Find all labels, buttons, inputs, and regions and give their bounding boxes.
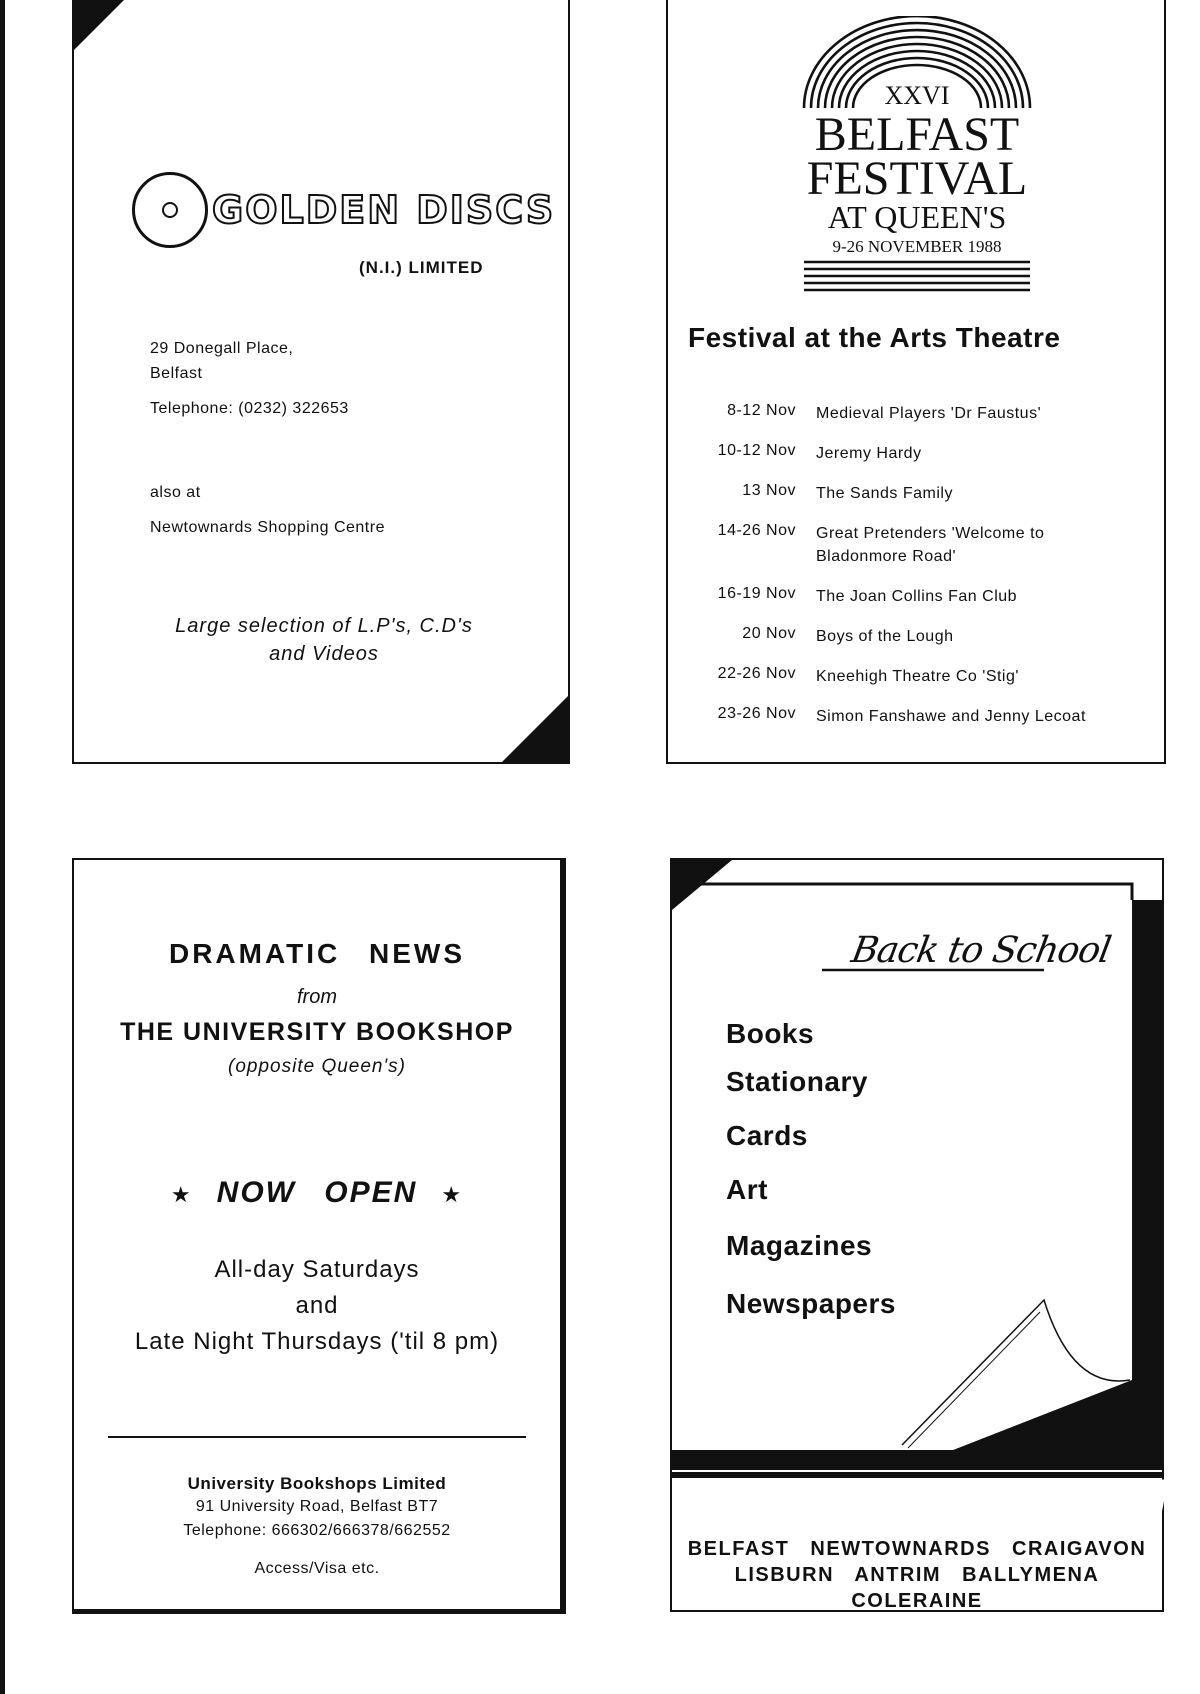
schedule-date: 23-26 Nov bbox=[717, 705, 796, 722]
star-icon: ★ bbox=[441, 1182, 464, 1207]
product-item: Newspapers bbox=[726, 1288, 896, 1319]
tagline-line: and Videos bbox=[269, 643, 379, 665]
schedule-date: 13 Nov bbox=[742, 482, 796, 499]
now-open-text: NOW OPEN bbox=[216, 1176, 418, 1209]
divider bbox=[108, 1436, 526, 1438]
schedule-show: Simon Fanshawe and Jenny Lecoat bbox=[816, 708, 1086, 725]
bookshop-name: THE UNIVERSITY BOOKSHOP bbox=[120, 1018, 514, 1046]
golden-discs-advert bbox=[72, 0, 570, 764]
schedule-show: Boys of the Lough bbox=[816, 628, 954, 645]
star-icon: ★ bbox=[170, 1182, 193, 1207]
schedule-show: Jeremy Hardy bbox=[816, 445, 922, 462]
from-label: from bbox=[297, 986, 337, 1008]
eason-logo: EASON bbox=[972, 1470, 1171, 1528]
schedule-date: 20 Nov bbox=[742, 625, 796, 642]
tagline bbox=[104, 612, 544, 668]
towns-line: BELFAST NEWTOWNARDS CRAIGAVON bbox=[687, 1538, 1147, 1560]
schedule-show: Kneehigh Theatre Co 'Stig' bbox=[816, 668, 1019, 685]
payment-note: Access/Visa etc. bbox=[254, 1560, 380, 1577]
festival-logo-line: AT QUEEN'S bbox=[827, 199, 1007, 235]
corner-decoration bbox=[72, 0, 124, 52]
hours-line: Late Night Thursdays ('til 8 pm) bbox=[134, 1328, 500, 1355]
product-item: Cards bbox=[726, 1120, 808, 1151]
schedule-show: Great Pretenders 'Welcome to Bladonmore Road' bbox=[816, 525, 1045, 565]
corner-decoration bbox=[500, 694, 570, 764]
eason-advert bbox=[670, 858, 1171, 1612]
branch-towns bbox=[672, 1536, 1162, 1614]
branch-location: Newtownards Shopping Centre bbox=[150, 519, 385, 536]
also-at-label: also at bbox=[150, 484, 201, 501]
page-edge-bar bbox=[0, 0, 5, 1694]
company-suffix: (N.I.) LIMITED bbox=[359, 258, 484, 277]
opening-hours bbox=[74, 1252, 560, 1360]
telephone: Telephone: (0232) 322653 bbox=[150, 400, 349, 417]
schedule-date: 14-26 Nov bbox=[717, 522, 796, 539]
address: 91 University Road, Belfast BT7 bbox=[195, 1498, 439, 1515]
schedule-date: 8-12 Nov bbox=[727, 402, 796, 419]
schedule-show: The Joan Collins Fan Club bbox=[816, 588, 1018, 605]
product-item: Stationary bbox=[726, 1066, 868, 1097]
telephone: Telephone: 666302/666378/662552 bbox=[183, 1522, 451, 1539]
address-line: 29 Donegall Place, bbox=[150, 340, 294, 357]
golden-discs-logo bbox=[132, 172, 555, 248]
schedule-date: 16-19 Nov bbox=[717, 585, 796, 602]
towns-line: LISBURN ANTRIM BALLYMENA bbox=[734, 1564, 1100, 1586]
brand-name: GOLDEN DISCS bbox=[212, 188, 556, 232]
schedule-show: The Sands Family bbox=[816, 485, 953, 502]
festival-heading: Festival at the Arts Theatre bbox=[688, 322, 1061, 353]
record-disc-icon bbox=[132, 172, 208, 248]
towns-line: COLERAINE bbox=[851, 1590, 983, 1612]
schedule-date: 22-26 Nov bbox=[717, 665, 796, 682]
address-line: Belfast bbox=[150, 365, 203, 382]
schedule-show: Medieval Players 'Dr Faustus' bbox=[816, 405, 1042, 422]
schedule-date: 10-12 Nov bbox=[717, 442, 796, 459]
now-open-banner bbox=[74, 1176, 560, 1210]
belfast-festival-advert bbox=[666, 0, 1166, 764]
headline: DRAMATIC NEWS bbox=[168, 938, 465, 969]
hours-line: and bbox=[295, 1292, 339, 1319]
hours-line: All-day Saturdays bbox=[214, 1256, 420, 1283]
product-item: Magazines bbox=[726, 1230, 873, 1261]
tagline-line: Large selection of L.P's, C.D's bbox=[175, 615, 473, 637]
company-name: University Bookshops Limited bbox=[187, 1474, 447, 1493]
product-item: Books bbox=[726, 1018, 815, 1049]
product-item: Art bbox=[726, 1174, 768, 1205]
location-note: (opposite Queen's) bbox=[228, 1056, 406, 1077]
festival-logo-line: FESTIVAL bbox=[806, 152, 1028, 205]
university-bookshop-advert bbox=[72, 858, 566, 1614]
back-to-school-title: Back to School bbox=[848, 930, 1114, 971]
festival-dates: 9-26 NOVEMBER 1988 bbox=[832, 237, 1002, 256]
festival-numeral: XXVI bbox=[884, 81, 950, 110]
festival-logo bbox=[802, 16, 1032, 298]
festival-logo-line: BELFAST bbox=[814, 108, 1020, 161]
